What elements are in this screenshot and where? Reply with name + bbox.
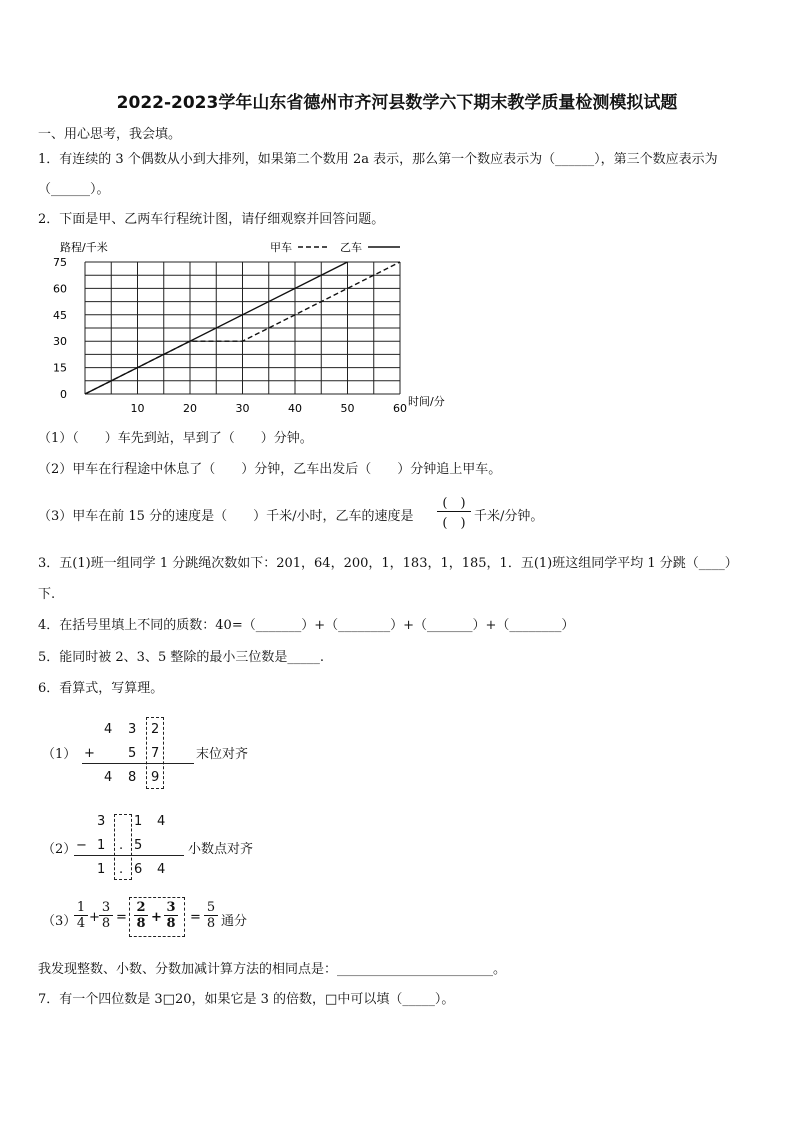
question-2-sub-1: （1）（ ）车先到站，早到了（ ）分钟。 (38, 431, 313, 446)
digit: 2 (151, 722, 160, 737)
x-tick-label: 60 (393, 402, 407, 415)
fraction (134, 900, 148, 931)
digit: 6 (134, 862, 143, 877)
question-3-line-2: 下. (38, 587, 56, 602)
fraction (164, 900, 178, 931)
digit: 1 (97, 838, 106, 853)
y-tick-label: 45 (53, 308, 67, 322)
digit: 5 (134, 838, 143, 853)
part-1-note: 末位对齐 (196, 747, 249, 762)
minus-sign: − (76, 838, 87, 853)
digit: 9 (151, 770, 160, 785)
digit: 4 (104, 722, 113, 737)
digit: 7 (151, 746, 160, 761)
y-axis-label: 路程/千米 (60, 241, 108, 254)
digit: 4 (157, 814, 166, 829)
equals-sign: = (116, 910, 127, 925)
equals-sign: = (190, 910, 201, 925)
part-3-label: （3） (42, 914, 77, 929)
numerator: 3 (101, 900, 111, 915)
y-tick-label: 75 (53, 256, 67, 269)
plus-sign: + (151, 910, 162, 925)
digit: 5 (128, 746, 137, 761)
question-1-line-1: 1．有连续的 3 个偶数从小到大排列，如果第二个数用 2a 表示，那么第一个数应表示为（______），第三个数应表示为 (38, 152, 718, 167)
digit: 3 (97, 814, 106, 829)
fraction-bar: ( ) (437, 511, 471, 531)
question-6-intro: 6．看算式，写算理。 (38, 681, 164, 696)
question-5: 5．能同时被 2、3、5 整除的最小三位数是_____. (38, 650, 324, 665)
y-tick-label: 0 (60, 388, 67, 401)
question-6-summary: 我发现整数、小数、分数加减计算方法的相同点是：________________________。 (38, 962, 507, 977)
numerator: 1 (76, 900, 86, 915)
question-2-intro: 2．下面是甲、乙两车行程统计图，请仔细观察并回答问题。 (38, 212, 385, 227)
decimal-column-box (114, 814, 132, 880)
y-tick-label: 15 (53, 361, 67, 375)
x-tick-label: 50 (340, 402, 355, 415)
units-column-box (146, 717, 164, 789)
fraction (74, 900, 88, 931)
y-tick-label: 30 (53, 335, 67, 349)
part-1-label: （1） (42, 747, 77, 762)
x-tick-label: 30 (235, 402, 250, 415)
decimal-point: . (119, 838, 124, 853)
plus-sign: + (84, 746, 95, 761)
travel-chart (30, 236, 460, 421)
numerator: 2 (136, 900, 146, 915)
denominator: 8 (134, 915, 148, 931)
question-2-sub-3-tail: 千米/分钟。 (474, 509, 544, 524)
speed-fraction (437, 492, 471, 531)
plus-sign: + (89, 910, 100, 925)
numerator: 3 (166, 900, 176, 915)
y-tick-label: 60 (53, 282, 67, 296)
legend-label-jia: 甲车 (270, 241, 292, 254)
fraction (204, 900, 218, 931)
x-tick-label: 20 (183, 402, 197, 415)
numerator: 5 (206, 900, 216, 915)
digit: 3 (128, 722, 137, 737)
question-7: 7．有一个四位数是 3□20，如果它是 3 的倍数，□中可以填（_____）。 (38, 992, 455, 1007)
question-2-sub-3: （3）甲车在前 15 分的速度是（ ）千米/小时，乙车的速度是 (38, 509, 414, 524)
part-3-note: 通分 (221, 914, 248, 929)
part-2-label: （2） (42, 842, 77, 857)
denominator: 8 (204, 915, 218, 931)
speed-fraction-numerator: ( ) (442, 496, 466, 511)
x-axis-label: 时间/分 (408, 395, 445, 408)
denominator: 4 (74, 915, 88, 931)
x-tick-label: 10 (130, 402, 145, 415)
fraction (99, 900, 113, 931)
digit: 1 (97, 862, 106, 877)
section-heading: 一、用心思考，我会填。 (38, 127, 182, 142)
sum-line (82, 763, 194, 764)
question-1-line-2: （______）。 (38, 182, 110, 197)
question-4: 4．在括号里填上不同的质数：40=（_______）+（________）+（_______）+（________） (38, 618, 575, 633)
question-2-sub-2: （2）甲车在行程途中休息了（ ）分钟，乙车出发后（ ）分钟追上甲车。 (38, 462, 502, 477)
page-title: 2022-2023学年山东省德州市齐河县数学六下期末教学质量检测模拟试题 (116, 93, 678, 113)
digit: 1 (134, 814, 143, 829)
legend-label-yi: 乙车 (340, 241, 362, 254)
decimal-point: . (119, 862, 124, 877)
digit: 4 (157, 862, 166, 877)
x-tick-label: 40 (288, 402, 302, 415)
denominator: 8 (99, 915, 113, 931)
digit: 8 (128, 770, 137, 785)
part-2-note: 小数点对齐 (188, 842, 254, 857)
digit: 4 (104, 770, 113, 785)
question-3-line-1: 3．五(1)班一组同学 1 分跳绳次数如下：201，64，200，1，183，1，185，1．五(1)班这组同学平均 1 分跳（____） (38, 556, 738, 571)
denominator: 8 (164, 915, 178, 931)
